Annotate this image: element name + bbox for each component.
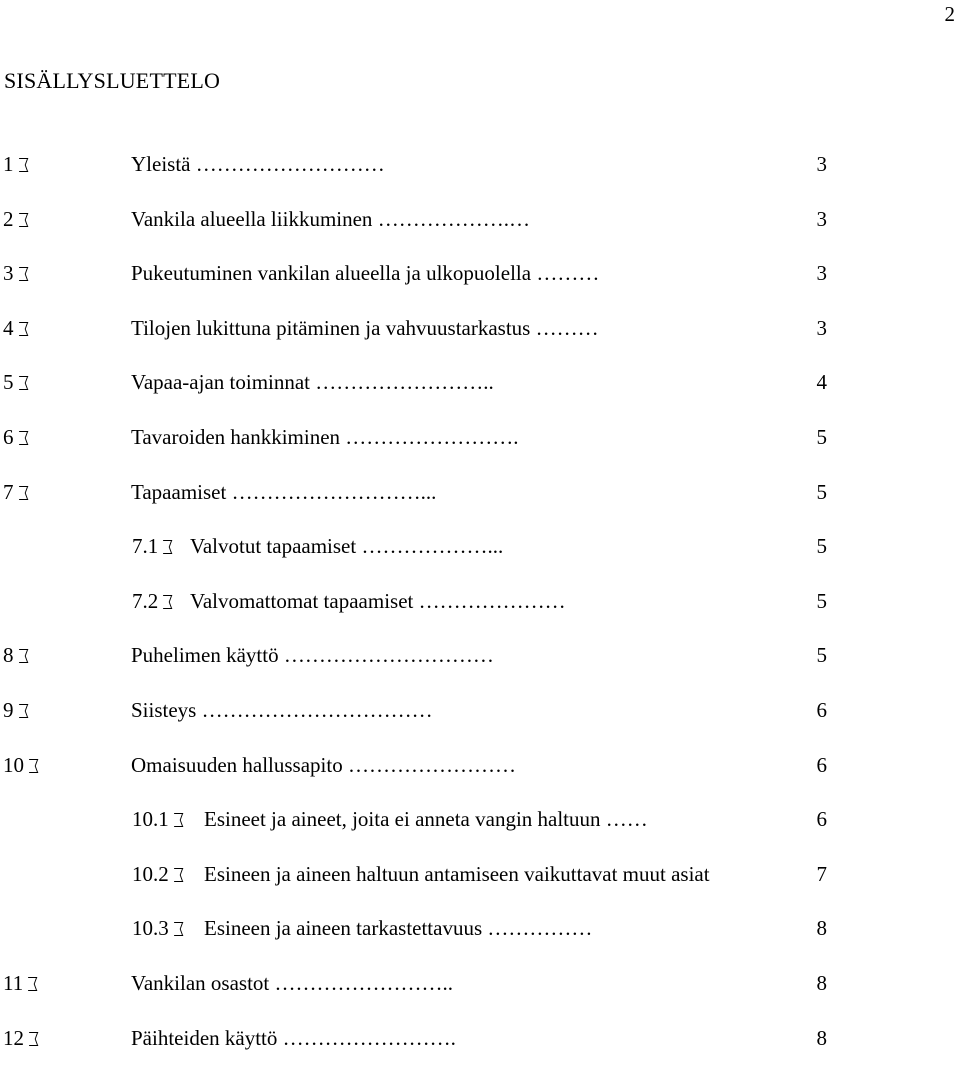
toc-entry-title: Päihteiden käyttö bbox=[131, 1026, 277, 1050]
heading-mark-icon bbox=[160, 595, 176, 609]
toc-entry bbox=[0, 421, 960, 476]
toc-entry-number-text: 8 bbox=[3, 643, 14, 667]
heading-mark-icon bbox=[16, 322, 32, 336]
heading-mark-icon bbox=[171, 868, 187, 882]
toc-entry-title-line bbox=[131, 480, 436, 505]
heading-mark-icon bbox=[16, 158, 32, 172]
toc-entry-title-line bbox=[131, 261, 599, 286]
heading-mark-icon bbox=[171, 813, 187, 827]
toc-entry-title-line bbox=[190, 589, 566, 614]
toc-entry-number bbox=[3, 152, 32, 177]
toc-entry-title: Valvotut tapaamiset bbox=[190, 534, 356, 558]
page-number: 2 bbox=[945, 2, 956, 27]
toc-entry-number-text: 7 bbox=[3, 480, 14, 504]
toc-entry bbox=[0, 694, 960, 749]
toc-entry-leader: ……… bbox=[536, 261, 599, 285]
toc-entry-number-text: 10 bbox=[3, 753, 24, 777]
toc-entry-number bbox=[3, 698, 32, 723]
table-of-contents bbox=[0, 148, 960, 1076]
toc-entry-title-line bbox=[131, 316, 599, 341]
toc-entry-number-text: 6 bbox=[3, 425, 14, 449]
toc-entry-number-text: 5 bbox=[3, 370, 14, 394]
toc-entry-title: Puhelimen käyttö bbox=[131, 643, 279, 667]
toc-entry-page: 6 bbox=[797, 753, 827, 778]
toc-entry-page: 5 bbox=[797, 425, 827, 450]
toc-entry-leader: …………………………… bbox=[202, 698, 433, 722]
heading-mark-icon bbox=[26, 759, 42, 773]
toc-entry-leader: …………………….. bbox=[274, 971, 453, 995]
toc-entry bbox=[0, 585, 960, 640]
toc-entry-title: Tapaamiset bbox=[131, 480, 226, 504]
toc-entry bbox=[0, 530, 960, 585]
heading-mark-icon bbox=[160, 540, 176, 554]
toc-entry-number-text: 7.2 bbox=[132, 589, 158, 613]
toc-entry-number bbox=[3, 207, 32, 232]
toc-entry-page: 6 bbox=[797, 807, 827, 832]
heading-mark-icon bbox=[16, 649, 32, 663]
heading-mark-icon bbox=[16, 267, 32, 281]
toc-entry-title: Vankilan osastot bbox=[131, 971, 269, 995]
heading-mark-icon bbox=[25, 977, 41, 991]
toc-entry-title-line bbox=[131, 753, 516, 778]
toc-entry-leader: …………………… bbox=[348, 753, 516, 777]
toc-entry-page: 6 bbox=[797, 698, 827, 723]
toc-entry-page: 5 bbox=[797, 480, 827, 505]
toc-entry-number bbox=[3, 753, 42, 778]
heading-mark-icon bbox=[16, 376, 32, 390]
toc-entry bbox=[0, 967, 960, 1022]
toc-entry bbox=[0, 312, 960, 367]
toc-entry-number bbox=[3, 261, 32, 286]
toc-entry-number-text: 10.3 bbox=[132, 916, 169, 940]
toc-entry-number-text: 2 bbox=[3, 207, 14, 231]
toc-entry-number-text: 1 bbox=[3, 152, 14, 176]
toc-entry-title-line bbox=[131, 971, 453, 996]
toc-entry-page: 5 bbox=[797, 534, 827, 559]
toc-entry-leader: ……………………. bbox=[283, 1026, 456, 1050]
toc-entry-leader: ……………….… bbox=[378, 207, 530, 231]
toc-entry bbox=[0, 803, 960, 858]
toc-title: SISÄLLYSLUETTELO bbox=[4, 68, 220, 94]
toc-entry-page: 3 bbox=[797, 316, 827, 341]
toc-entry-title: Valvomattomat tapaamiset bbox=[190, 589, 413, 613]
toc-entry-title: Omaisuuden hallussapito bbox=[131, 753, 343, 777]
toc-entry-number-text: 11 bbox=[3, 971, 23, 995]
toc-entry bbox=[0, 749, 960, 804]
toc-entry-page: 3 bbox=[797, 152, 827, 177]
toc-entry-number bbox=[3, 643, 32, 668]
toc-entry-leader: ………………………… bbox=[284, 643, 494, 667]
toc-entry-leader: …… bbox=[606, 807, 648, 831]
heading-mark-icon bbox=[16, 704, 32, 718]
toc-entry-number-text: 4 bbox=[3, 316, 14, 340]
toc-entry-leader: ………………… bbox=[419, 589, 566, 613]
toc-entry-title: Vankila alueella liikkuminen bbox=[131, 207, 372, 231]
toc-entry bbox=[0, 858, 960, 913]
toc-entry-leader: …………………….. bbox=[315, 370, 494, 394]
toc-entry-number bbox=[132, 862, 187, 887]
heading-mark-icon bbox=[16, 431, 32, 445]
toc-entry bbox=[0, 203, 960, 258]
toc-entry-number bbox=[132, 807, 187, 832]
toc-entry-number bbox=[3, 480, 32, 505]
toc-entry-page: 3 bbox=[797, 261, 827, 286]
toc-entry-title: Vapaa-ajan toiminnat bbox=[131, 370, 310, 394]
toc-entry-number bbox=[3, 425, 32, 450]
heading-mark-icon bbox=[16, 213, 32, 227]
toc-entry-number bbox=[3, 971, 41, 996]
toc-entry bbox=[0, 257, 960, 312]
toc-entry-number-text: 10.2 bbox=[132, 862, 169, 886]
toc-entry-title: Esineet ja aineet, joita ei anneta vangin haltuun bbox=[204, 807, 601, 831]
toc-entry bbox=[0, 476, 960, 531]
toc-entry-number-text: 7.1 bbox=[132, 534, 158, 558]
toc-entry-page: 5 bbox=[797, 643, 827, 668]
toc-entry-number-text: 9 bbox=[3, 698, 14, 722]
toc-entry-title-line bbox=[204, 916, 592, 941]
toc-entry-title: Esineen ja aineen tarkastettavuus bbox=[204, 916, 482, 940]
toc-entry-title-line bbox=[204, 807, 648, 832]
toc-entry-page: 7 bbox=[797, 862, 827, 887]
toc-entry bbox=[0, 1022, 960, 1076]
toc-entry-number bbox=[3, 370, 32, 395]
toc-entry-number bbox=[132, 589, 176, 614]
toc-entry-title-line bbox=[204, 862, 710, 887]
toc-entry bbox=[0, 148, 960, 203]
toc-entry-page: 3 bbox=[797, 207, 827, 232]
toc-entry-number bbox=[3, 1026, 42, 1051]
toc-entry-title: Yleistä bbox=[131, 152, 190, 176]
toc-entry-page: 8 bbox=[797, 916, 827, 941]
toc-entry-title-line bbox=[190, 534, 503, 559]
toc-entry-title-line bbox=[131, 370, 494, 395]
heading-mark-icon bbox=[16, 486, 32, 500]
toc-entry bbox=[0, 366, 960, 421]
toc-entry-leader: ………………………... bbox=[232, 480, 437, 504]
toc-entry-number bbox=[3, 316, 32, 341]
toc-entry-title-line bbox=[131, 1026, 456, 1051]
heading-mark-icon bbox=[26, 1032, 42, 1046]
toc-entry-number-text: 12 bbox=[3, 1026, 24, 1050]
toc-entry-page: 4 bbox=[797, 370, 827, 395]
toc-entry-leader: ……………………. bbox=[345, 425, 518, 449]
toc-entry-page: 5 bbox=[797, 589, 827, 614]
toc-entry bbox=[0, 639, 960, 694]
toc-entry-number bbox=[132, 534, 176, 559]
toc-entry-title-line bbox=[131, 152, 385, 177]
toc-entry-title-line bbox=[131, 425, 519, 450]
toc-entry-leader: ……………………… bbox=[196, 152, 385, 176]
toc-entry-title-line bbox=[131, 698, 433, 723]
toc-entry-title: Pukeutuminen vankilan alueella ja ulkopuolella bbox=[131, 261, 531, 285]
toc-entry-title-line bbox=[131, 643, 494, 668]
toc-entry-page: 8 bbox=[797, 971, 827, 996]
toc-entry-number-text: 10.1 bbox=[132, 807, 169, 831]
toc-entry-title-line bbox=[131, 207, 530, 232]
toc-entry-title: Esineen ja aineen haltuun antamiseen vaikuttavat muut asiat bbox=[204, 862, 710, 886]
toc-entry-leader: ………………... bbox=[361, 534, 503, 558]
toc-entry-title: Tilojen lukittuna pitäminen ja vahvuustarkastus bbox=[131, 316, 530, 340]
toc-entry bbox=[0, 912, 960, 967]
toc-entry-title: Siisteys bbox=[131, 698, 196, 722]
toc-entry-leader: ……… bbox=[536, 316, 599, 340]
toc-entry-title: Tavaroiden hankkiminen bbox=[131, 425, 340, 449]
toc-entry-number bbox=[132, 916, 187, 941]
toc-entry-page: 8 bbox=[797, 1026, 827, 1051]
toc-entry-number-text: 3 bbox=[3, 261, 14, 285]
heading-mark-icon bbox=[171, 922, 187, 936]
toc-entry-leader: …………… bbox=[487, 916, 592, 940]
